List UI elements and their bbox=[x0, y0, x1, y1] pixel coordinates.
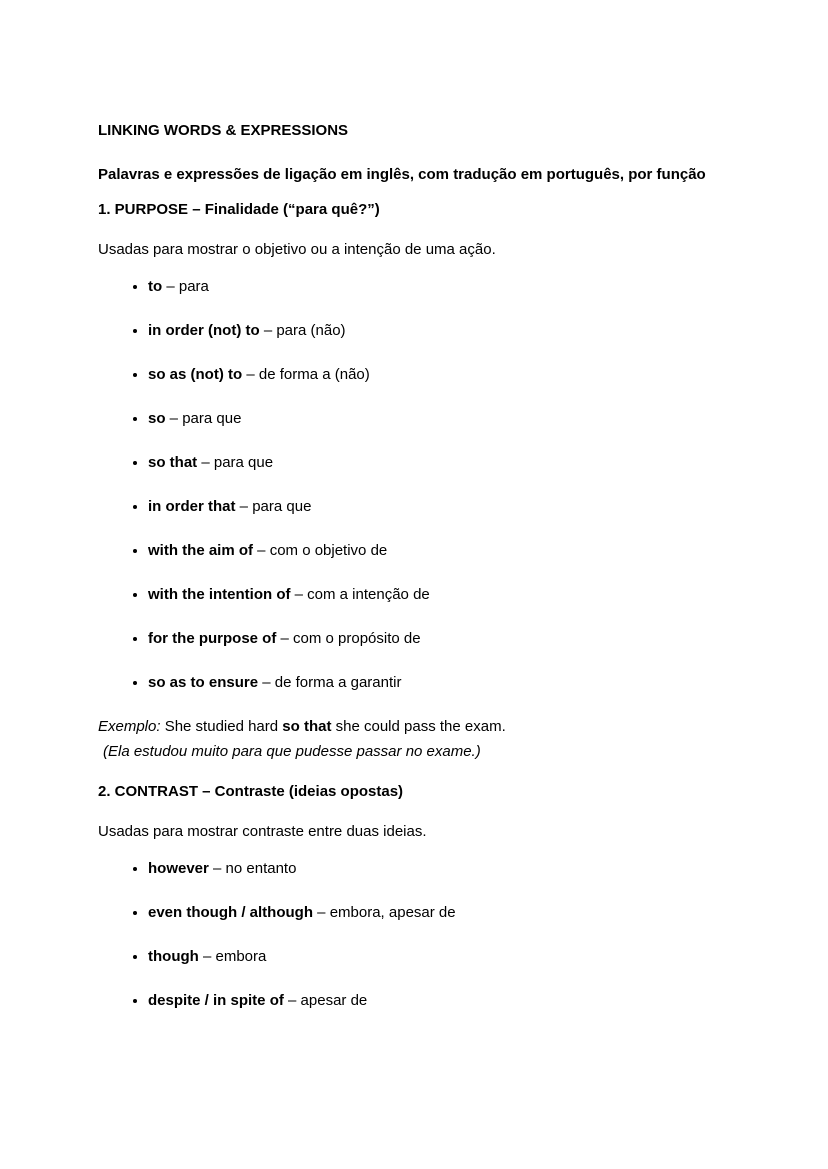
list-item bbox=[148, 406, 732, 431]
item-separator: – bbox=[162, 278, 179, 295]
item-translation: de forma a (não) bbox=[258, 366, 370, 383]
item-separator: – bbox=[259, 322, 277, 339]
item-translation: com a intenção de bbox=[307, 586, 430, 603]
item-translation: para que bbox=[182, 410, 242, 427]
example-label: Exemplo: bbox=[98, 718, 161, 735]
item-term: with the intention of bbox=[148, 586, 291, 603]
item-translation: para que bbox=[213, 454, 274, 471]
document-title: LINKING WORDS & EXPRESSIONS bbox=[98, 122, 349, 139]
item-term: even though / although bbox=[148, 904, 313, 921]
item-term: in order that bbox=[148, 498, 236, 515]
item-translation: com o propósito de bbox=[293, 630, 421, 647]
document-section bbox=[98, 197, 732, 764]
item-term: so as (not) to bbox=[148, 366, 243, 383]
example-translation: (Ela estudou muito para que pudesse passar no exame.) bbox=[103, 743, 481, 760]
item-translation: para (não) bbox=[276, 322, 346, 339]
linking-items bbox=[98, 856, 732, 1013]
list-item bbox=[148, 900, 732, 925]
item-separator: – bbox=[290, 586, 308, 603]
item-separator: – bbox=[258, 674, 275, 691]
item-separator: – bbox=[313, 904, 330, 921]
document-section bbox=[98, 779, 732, 1013]
item-separator: – bbox=[165, 410, 183, 427]
document-sections bbox=[98, 197, 732, 1013]
section-intro: Usadas para mostrar o objetivo ou a intenção de uma ação. bbox=[98, 241, 496, 258]
list-item bbox=[148, 626, 732, 651]
list-item bbox=[148, 318, 732, 343]
item-term: despite / in spite of bbox=[148, 992, 284, 1009]
list-item bbox=[148, 362, 732, 387]
list-item bbox=[148, 274, 732, 299]
list-item bbox=[148, 944, 732, 969]
item-separator: – bbox=[242, 366, 259, 383]
list-item bbox=[148, 988, 732, 1013]
document-subtitle: Palavras e expressões de ligação em inglês, com tradução em português, por função bbox=[98, 166, 706, 183]
item-term: though bbox=[148, 948, 199, 965]
item-term: to bbox=[148, 278, 163, 295]
example-sentence-after: she could pass the exam. bbox=[331, 718, 506, 735]
item-term: so as to ensure bbox=[148, 674, 259, 691]
section-intro: Usadas para mostrar contraste entre duas ideias. bbox=[98, 823, 427, 840]
item-separator: – bbox=[283, 992, 301, 1009]
item-translation: para que bbox=[252, 498, 312, 515]
example-block bbox=[98, 714, 732, 764]
list-item bbox=[148, 582, 732, 607]
item-translation: embora bbox=[215, 948, 267, 965]
list-item bbox=[148, 670, 732, 695]
section-heading: 2. CONTRAST – Contraste (ideias opostas) bbox=[98, 783, 404, 800]
item-translation: para bbox=[178, 278, 209, 295]
item-separator: – bbox=[253, 542, 270, 559]
item-translation: apesar de bbox=[300, 992, 368, 1009]
item-separator: – bbox=[198, 948, 216, 965]
list-item bbox=[148, 450, 732, 475]
linking-items bbox=[98, 274, 732, 695]
item-separator: – bbox=[197, 454, 214, 471]
example-highlight: so that bbox=[282, 718, 332, 735]
example-sentence-before: She studied hard bbox=[160, 718, 283, 735]
item-term: so that bbox=[148, 454, 198, 471]
item-term: for the purpose of bbox=[148, 630, 277, 647]
item-separator: – bbox=[276, 630, 294, 647]
item-translation: embora, apesar de bbox=[329, 904, 456, 921]
item-translation: no entanto bbox=[225, 860, 297, 877]
item-term: in order (not) to bbox=[148, 322, 260, 339]
list-item bbox=[148, 538, 732, 563]
item-term: with the aim of bbox=[148, 542, 253, 559]
item-separator: – bbox=[235, 498, 253, 515]
item-separator: – bbox=[208, 860, 226, 877]
list-item bbox=[148, 494, 732, 519]
item-translation: com o objetivo de bbox=[269, 542, 388, 559]
item-term: however bbox=[148, 860, 209, 877]
section-heading: 1. PURPOSE – Finalidade (“para quê?”) bbox=[98, 201, 380, 218]
list-item bbox=[148, 856, 732, 881]
item-term: so bbox=[148, 410, 166, 427]
item-translation: de forma a garantir bbox=[274, 674, 402, 691]
